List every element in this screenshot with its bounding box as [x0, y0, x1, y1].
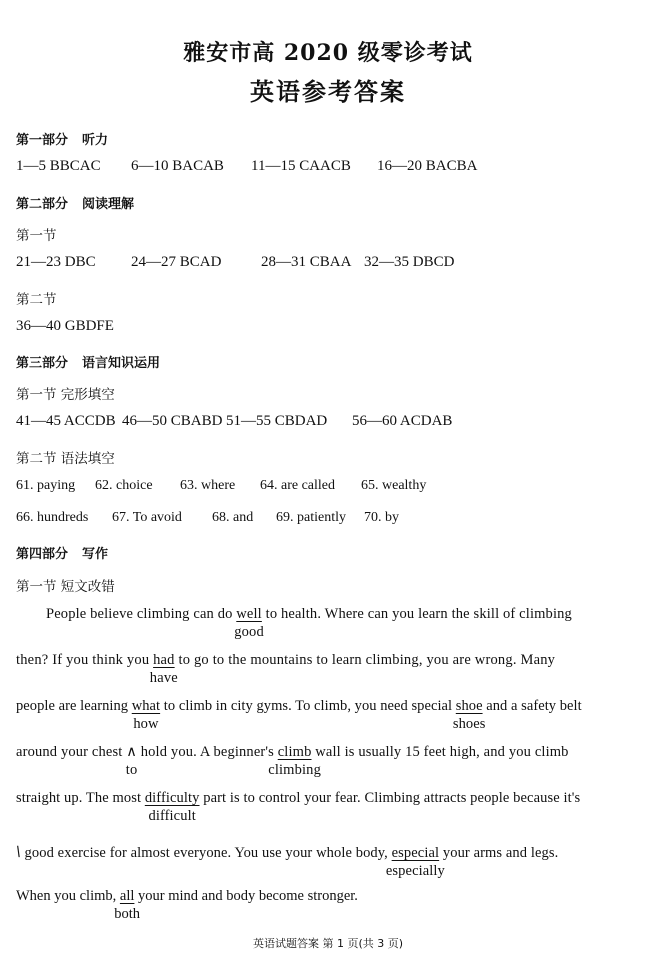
answer-item: 63. where: [180, 478, 236, 493]
exam-title: 雅安市高 2020 级零诊考试: [183, 40, 473, 66]
answer-group: 1—5 BBCAC: [16, 158, 101, 174]
correction-line-6: \ good exercise for almost everyone. You use your whole body, especial especially your arms and legs.: [14, 842, 559, 879]
part3-row1: [16, 478, 426, 494]
answer-item: 64. are called: [260, 478, 336, 493]
error-word: had have: [149, 652, 178, 686]
part3-section2-label: 第二节 语法填空: [16, 451, 115, 467]
answer-group: 24—27 BCAD: [131, 254, 222, 270]
part4-heading: 第四部分 写作: [16, 547, 109, 562]
part2-section2-label: 第二节: [16, 292, 57, 308]
correction-word: climbing: [268, 762, 321, 778]
answer-item: 69. patiently: [276, 510, 346, 525]
correction-word: especially: [385, 863, 445, 879]
error-word: well good: [234, 606, 264, 640]
answer-item: 61. paying: [16, 478, 76, 493]
correction-word: to: [125, 762, 138, 778]
part4-section1-label: 第一节 短文改错: [16, 579, 115, 595]
part1-answers: [16, 158, 477, 175]
error-word: especial especially: [385, 845, 445, 879]
correction-line-3: people are learning what how to climb in city gyms. To climb, you need special shoe shoes and a safety belt: [16, 698, 582, 732]
answer-item: 65. wealthy: [361, 478, 427, 493]
correction-line-1: People believe climbing can do well good to health. Where can you learn the skill of climbing: [46, 606, 572, 640]
answer-group: 56—60 ACDAB: [352, 413, 453, 429]
correction-word: both: [114, 906, 141, 922]
answer-group: 16—20 BACBA: [377, 158, 478, 174]
answer-group: 46—50 CBABD: [122, 413, 223, 429]
correction-word: have: [149, 670, 178, 686]
answer-group: 11—15 CAACB: [251, 158, 351, 174]
correction-word: how: [133, 716, 159, 732]
answer-group: 6—10 BACAB: [131, 158, 224, 174]
error-word: climb climbing: [268, 744, 321, 778]
insertion-caret: ∧ to: [125, 744, 138, 778]
answer-item: 70. by: [364, 510, 399, 525]
part3-row2: [16, 510, 399, 526]
page-footer: 英语试题答案 第 1 页(共 3 页): [252, 937, 404, 950]
answer-group: 41—45 ACCDB: [16, 413, 116, 429]
error-word: all both: [114, 888, 141, 922]
correction-line-4: around your chest ∧ to hold you. A beginner's climb climbing wall is usually 15 feet high, and you climb: [16, 744, 569, 778]
correction-word: shoes: [452, 716, 486, 732]
answer-group: 21—23 DBC: [16, 254, 96, 270]
part1-heading: 第一部分 听力: [16, 133, 109, 148]
part3-heading: 第三部分 语言知识运用: [16, 356, 161, 371]
part2-section1-answers: [16, 254, 454, 271]
error-word: difficulty difficult: [144, 790, 200, 824]
part2-section2-answers: [16, 318, 114, 335]
correction-line-5: straight up. The most difficulty difficult part is to control your fear. Climbing attracts people because it's: [16, 790, 581, 824]
error-word: what how: [131, 698, 161, 732]
error-word: shoe shoes: [452, 698, 486, 732]
answer-item: 67. To avoid: [112, 510, 182, 525]
part3-section1-label: 第一节 完形填空: [16, 387, 115, 403]
correction-line-7: When you climb, all both your mind and body become stronger.: [16, 888, 358, 922]
deletion-mark: \: [14, 842, 23, 861]
correction-word: difficult: [148, 808, 196, 824]
answer-item: 68. and: [212, 510, 254, 525]
correction-line-2: then? If you think you had have to go to the mountains to learn climbing, you are wrong. Many: [16, 652, 556, 686]
part2-section1-label: 第一节: [16, 228, 57, 244]
answer-group: 51—55 CBDAD: [226, 413, 328, 429]
answer-group: 32—35 DBCD: [364, 254, 455, 270]
correction-word: good: [234, 624, 264, 640]
answer-group: 28—31 CBAA: [261, 254, 352, 270]
answer-item: 62. choice: [95, 478, 153, 493]
part2-heading: 第二部分 阅读理解: [16, 197, 135, 212]
answer-group: 36—40 GBDFE: [16, 318, 114, 334]
answer-key-title: 英语参考答案: [250, 77, 406, 106]
part3-section1-answers: [16, 413, 452, 430]
answer-item: 66. hundreds: [16, 510, 89, 525]
